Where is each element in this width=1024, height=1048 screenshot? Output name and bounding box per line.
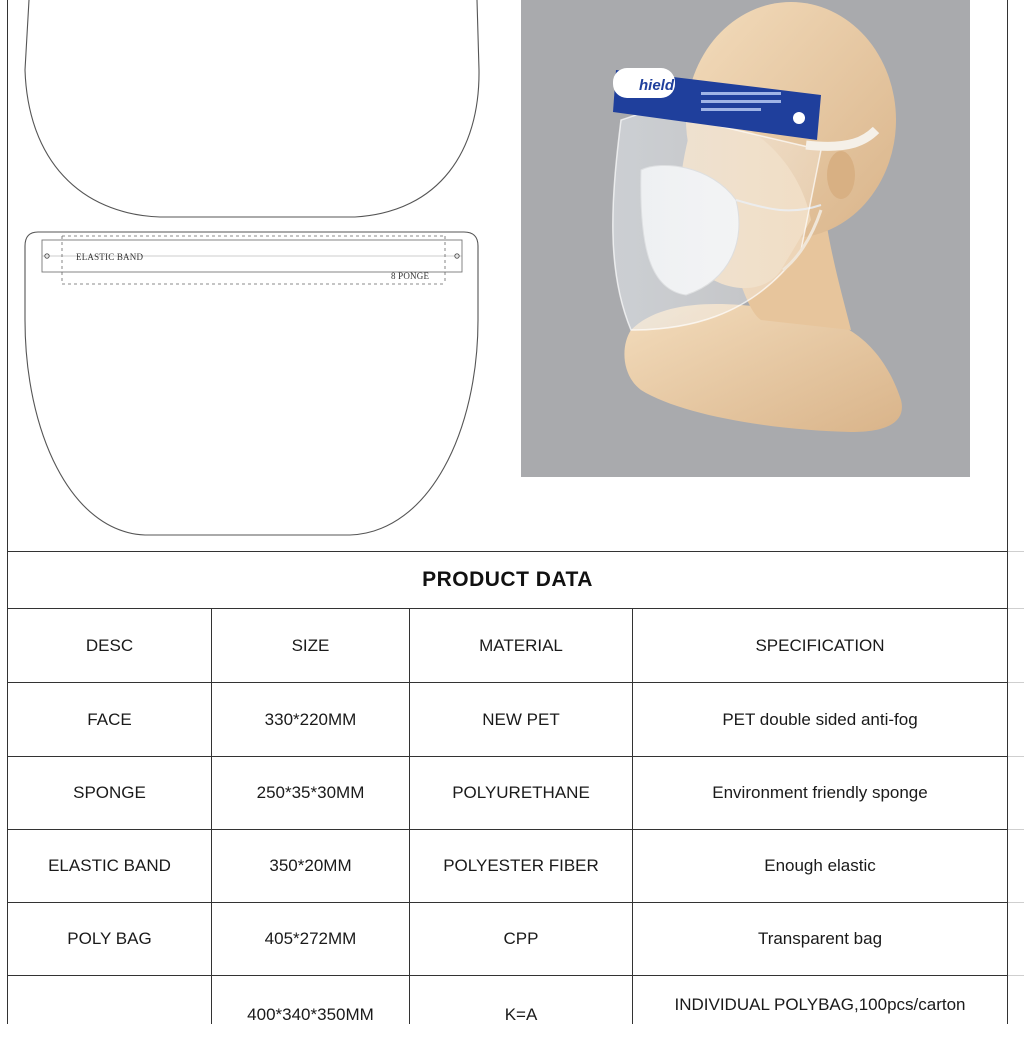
table-cell: FACE [87, 709, 132, 729]
table-cell: NEW PET [482, 709, 560, 729]
grid-line [1008, 608, 1024, 609]
table-cell: 400*340*350MM [247, 1005, 374, 1024]
table-cell: Environment friendly sponge [712, 783, 928, 803]
grid-line [1008, 682, 1024, 683]
table-cell: POLY BAG [67, 929, 152, 949]
ear [827, 151, 855, 199]
face-shield-template-drawing [0, 0, 521, 550]
table-cell: INDIVIDUAL POLYBAG,100pcs/carton [674, 995, 966, 1014]
header-size: SIZE [291, 635, 330, 655]
table-cell: 250*35*30MM [256, 783, 365, 803]
grid-line [1008, 551, 1024, 552]
header-material: MATERIAL [479, 635, 563, 655]
right-border [1007, 0, 1008, 1024]
headband-brand-text: hield [639, 77, 675, 94]
table-cell: Transparent bag [757, 929, 883, 949]
table-cell: 330*220MM [264, 709, 357, 729]
header-specification: SPECIFICATION [755, 635, 885, 655]
table-cell: 350*20MM [269, 856, 352, 876]
table-cell: Enough elastic [764, 856, 876, 876]
grid-line [1008, 975, 1024, 976]
mannequin-illustration [521, 0, 970, 477]
header-desc: DESC [85, 635, 134, 655]
shield-outline-top [25, 0, 479, 217]
table-cell: CPP [503, 929, 539, 949]
table-cell [8, 976, 211, 1048]
table-cell: K=A [504, 1005, 538, 1024]
grid-line [1008, 756, 1024, 757]
grid-line [1008, 829, 1024, 830]
elastic-band-label: ELASTIC BAND [76, 252, 144, 262]
table-cell: SPONGE [73, 783, 146, 803]
table-cell: PET double sided anti-fog [722, 709, 918, 729]
table-cell: POLYURETHANE [452, 783, 590, 803]
product-data-title: PRODUCT DATA [422, 567, 593, 591]
table-cell: 405*272MM [264, 929, 357, 949]
product-photo [521, 0, 970, 477]
grid-line [1008, 902, 1024, 903]
headband-dot [793, 112, 805, 124]
table-cell: ELASTIC BAND [48, 856, 171, 876]
table-cell: POLYESTER FIBER [443, 856, 599, 876]
sponge-label: 8 PONGE [391, 271, 430, 281]
